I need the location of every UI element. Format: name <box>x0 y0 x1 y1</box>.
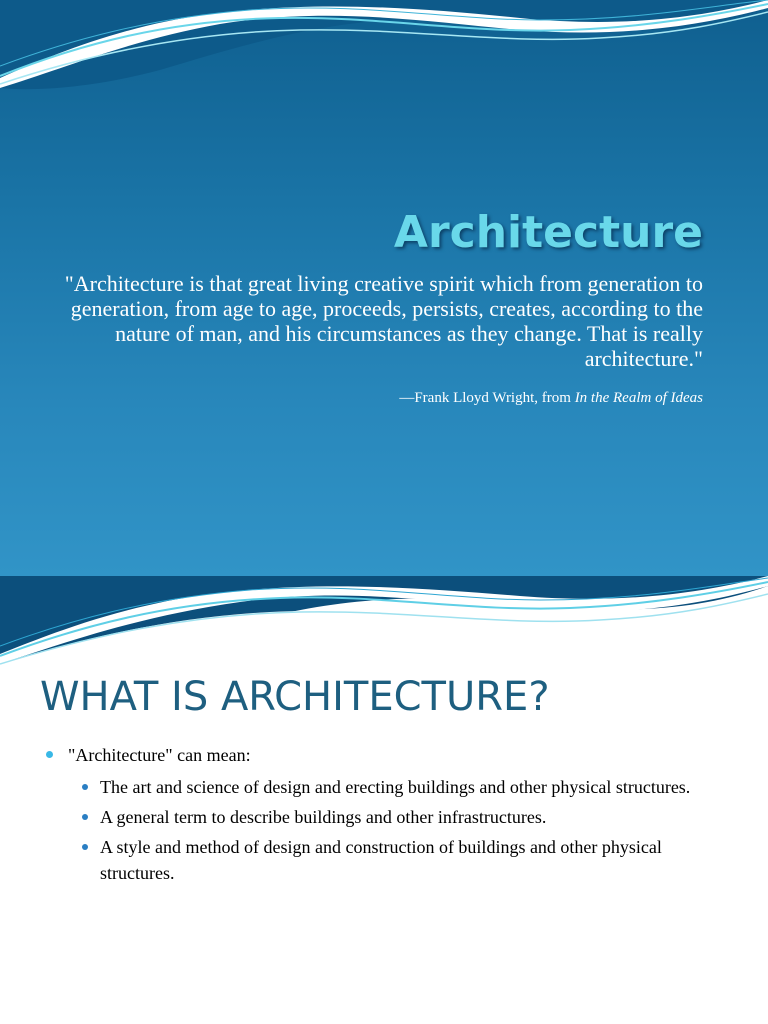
slide-title-text: Architecture <box>393 207 703 258</box>
list-item-text: A style and method of design and construction of buildings and other physical structures. <box>100 837 662 883</box>
quote-text: "Architecture is that great living creative spirit which from generation to generation, from age to age, proceeds, persists, creates, according to the nature of man, and his circumstances as they change. That is really architecture." <box>64 271 703 371</box>
bullet-dot-icon <box>82 814 88 820</box>
bullet-dot-icon <box>46 751 53 758</box>
list-item <box>0 804 700 830</box>
section-heading: WHAT IS ARCHITECTURE? <box>40 674 550 720</box>
list-item <box>0 742 708 768</box>
list-item-text: A general term to describe buildings and other infrastructures. <box>100 807 547 827</box>
slide-definition <box>0 576 768 1024</box>
list-item <box>0 834 700 886</box>
wave-decoration <box>0 0 768 100</box>
bullet-dot-icon <box>82 784 88 790</box>
wave-decoration <box>0 576 768 671</box>
quote-attribution <box>0 388 703 408</box>
definition-list <box>0 742 768 890</box>
attribution-author: —Frank Lloyd Wright, from <box>399 390 575 406</box>
attribution-work: In the Realm of Ideas <box>574 390 703 406</box>
list-item <box>0 774 700 800</box>
bullet-dot-icon <box>82 844 88 850</box>
list-item-text: The art and science of design and erecting buildings and other physical structures. <box>100 777 691 797</box>
list-item-text: "Architecture" can mean: <box>68 745 251 765</box>
